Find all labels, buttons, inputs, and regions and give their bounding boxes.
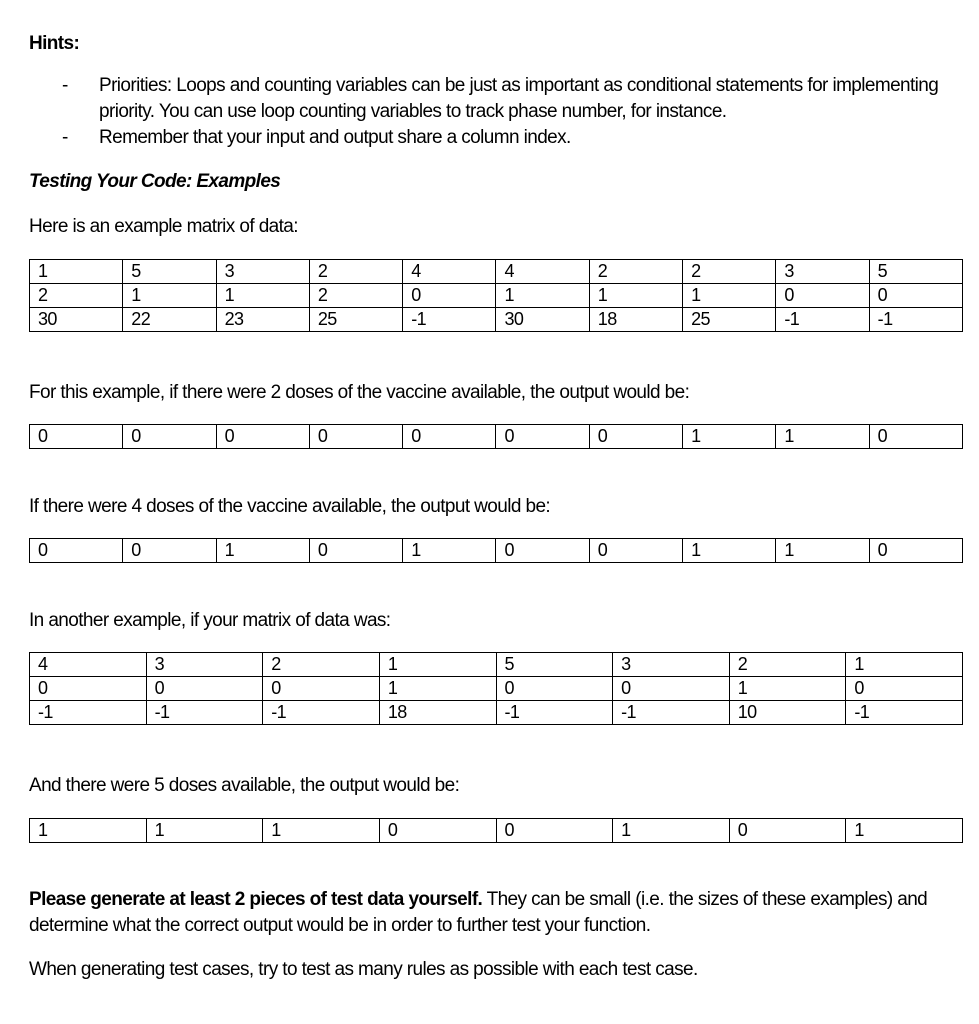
table-cell: 0 [30,677,147,701]
table-cell: 1 [729,677,846,701]
table-cell: 0 [379,819,496,843]
table-cell: 3 [216,260,309,284]
table-cell: 1 [216,284,309,308]
table-cell: 3 [776,260,869,284]
table-cell: 25 [309,308,402,332]
table-cell: 0 [30,425,123,449]
table-cell: 0 [309,425,402,449]
table-cell: 30 [30,308,123,332]
example-matrix-2 [29,652,963,725]
table-cell: -1 [146,701,263,725]
table-cell: 0 [30,539,123,563]
table-cell: 18 [379,701,496,725]
table-row [30,284,963,308]
table-cell: 10 [729,701,846,725]
table-cell: 1 [379,677,496,701]
table-cell: 0 [869,425,962,449]
table-cell: 0 [589,425,682,449]
closing-rest: They can be small (i.e. the sizes of these examples) and determine what the correct output would be in order to further test your function. [29,889,928,936]
table-cell: 2 [30,284,123,308]
table-cell: 0 [496,539,589,563]
table-cell: -1 [263,701,380,725]
hints-heading: Hints: [29,33,80,54]
table-cell: 2 [683,260,776,284]
table-cell: 0 [496,425,589,449]
table-cell: 0 [123,425,216,449]
table-row [30,539,963,563]
table-cell: 4 [30,653,147,677]
output3-intro: And there were 5 doses available, the output would be: [29,775,460,796]
table-row [30,260,963,284]
closing-final: When generating test cases, try to test as many rules as possible with each test case. [29,959,698,980]
table-cell: 3 [613,653,730,677]
table-cell: 1 [683,539,776,563]
table-cell: 0 [776,284,869,308]
table-cell: 1 [123,284,216,308]
table-cell: 0 [613,677,730,701]
table-cell: 1 [216,539,309,563]
table-row [30,425,963,449]
table-cell: 1 [683,284,776,308]
hints-list [29,73,963,151]
table-cell: 1 [30,260,123,284]
table-cell: 0 [263,677,380,701]
table-row [30,701,963,725]
table-cell: 0 [869,539,962,563]
table-cell: 2 [729,653,846,677]
table-cell: 1 [403,539,496,563]
table-cell: 2 [263,653,380,677]
hint-item: - Priorities: Loops and counting variables can be just as important as conditional statements for implementing priority. You can use loop counting variables to track phase number, for instance. [29,73,963,125]
table-cell: 0 [496,677,613,701]
section-heading: Testing Your Code: Examples [29,171,281,192]
table-cell: 0 [123,539,216,563]
output1-intro: For this example, if there were 2 doses of the vaccine available, the output would be: [29,382,690,403]
table-cell: 25 [683,308,776,332]
table-cell: 0 [403,284,496,308]
table-cell: 1 [846,653,963,677]
table-cell: 1 [496,284,589,308]
table-cell: -1 [613,701,730,725]
example-matrix-1 [29,259,963,332]
table-cell: 18 [589,308,682,332]
table-cell: 23 [216,308,309,332]
table-cell: 1 [263,819,380,843]
table-cell: 5 [496,653,613,677]
table-cell: 1 [776,425,869,449]
table-cell: 2 [309,284,402,308]
hint-item: - Remember that your input and output share a column index. [29,125,963,151]
table-cell: 30 [496,308,589,332]
table-cell: 4 [403,260,496,284]
example-intro: Here is an example matrix of data: [29,216,298,237]
table-cell: 0 [589,539,682,563]
table-cell: 0 [846,677,963,701]
table-cell: 5 [869,260,962,284]
table-cell: -1 [869,308,962,332]
table-cell: 22 [123,308,216,332]
output-row-2 [29,538,963,563]
table-cell: 3 [146,653,263,677]
table-cell: 1 [613,819,730,843]
closing-bold: Please generate at least 2 pieces of test data yourself. [29,889,483,910]
table-row [30,819,963,843]
table-cell: 1 [846,819,963,843]
table-cell: 0 [216,425,309,449]
table-cell: 0 [309,539,402,563]
output2-intro: If there were 4 doses of the vaccine available, the output would be: [29,496,551,517]
table-cell: 0 [403,425,496,449]
table-cell: 2 [589,260,682,284]
table-row [30,653,963,677]
table-cell: 1 [589,284,682,308]
table-cell: 0 [496,819,613,843]
table-cell: 1 [146,819,263,843]
matrix2-intro: In another example, if your matrix of data was: [29,610,391,631]
table-cell: 5 [123,260,216,284]
table-cell: 0 [729,819,846,843]
table-cell: -1 [403,308,496,332]
table-cell: 1 [30,819,147,843]
table-cell: 0 [869,284,962,308]
table-cell: 0 [146,677,263,701]
closing-paragraph [29,887,963,939]
table-cell: 1 [683,425,776,449]
output-row-1 [29,424,963,449]
table-cell: -1 [496,701,613,725]
table-cell: 2 [309,260,402,284]
table-cell: -1 [776,308,869,332]
table-cell: 1 [776,539,869,563]
table-cell: 1 [379,653,496,677]
table-row [30,677,963,701]
table-cell: 4 [496,260,589,284]
table-row [30,308,963,332]
table-cell: -1 [846,701,963,725]
output-row-3 [29,818,963,843]
table-cell: -1 [30,701,147,725]
